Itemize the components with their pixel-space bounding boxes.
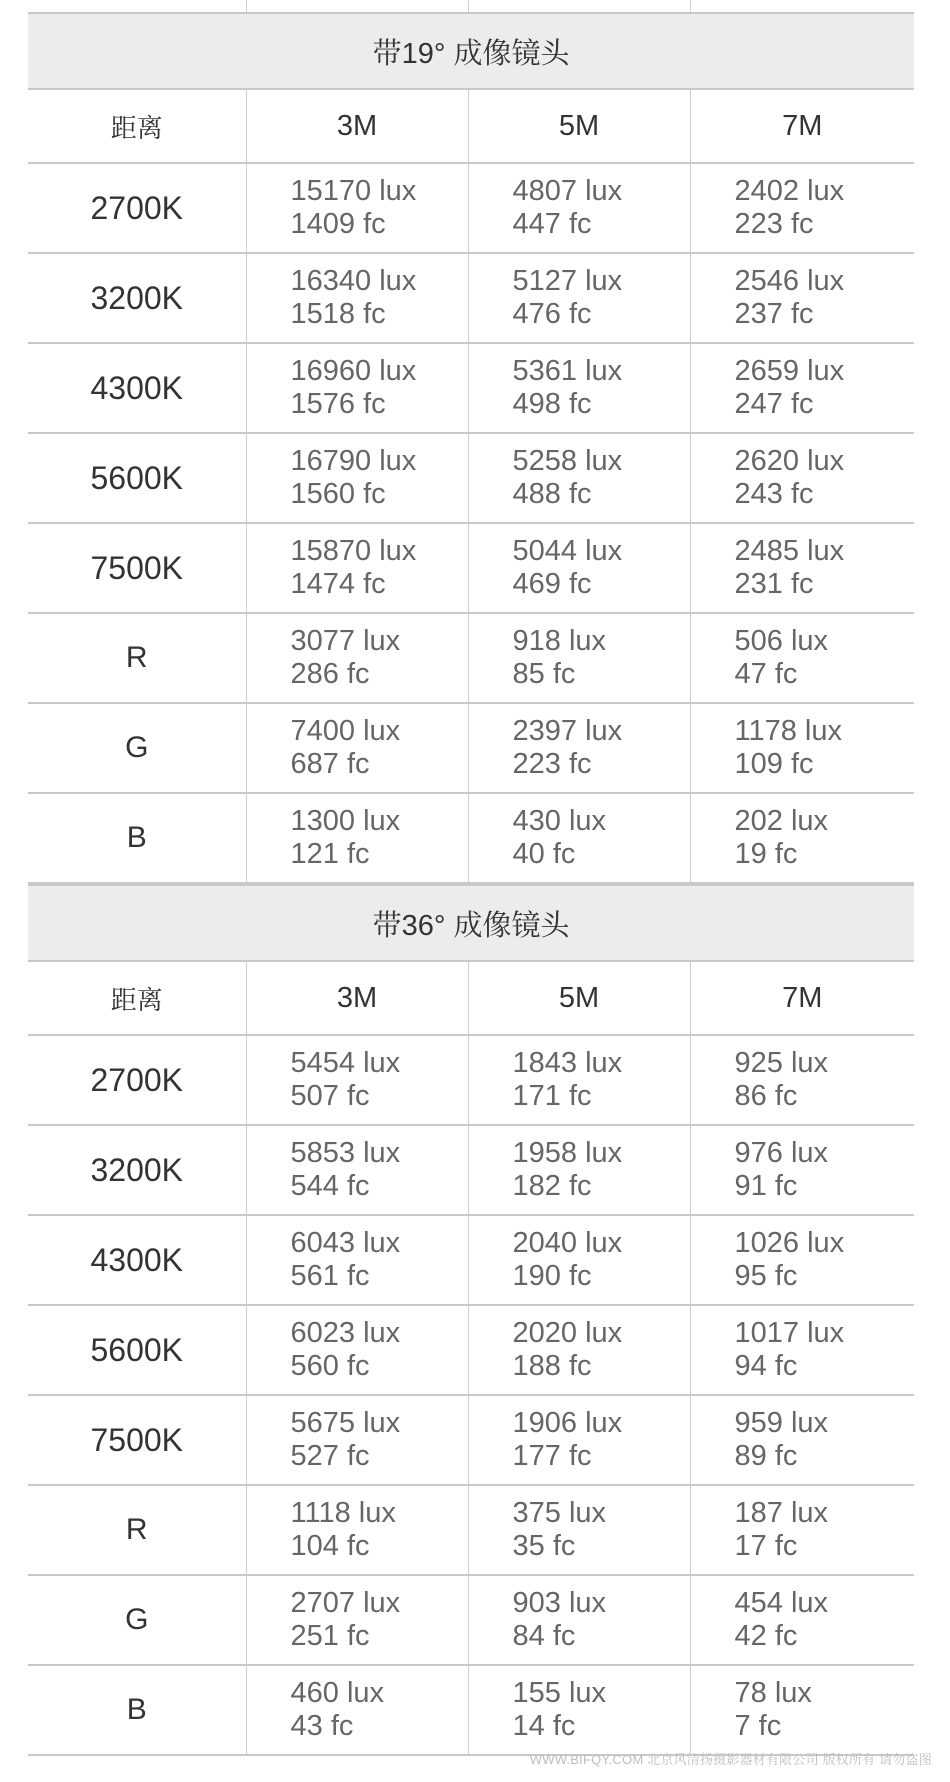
fc-value: 104 fc [290,1530,370,1562]
lux-value: 1026 lux [734,1227,845,1259]
lux-value: 1017 lux [734,1317,845,1349]
fc-value: 85 fc [512,658,576,690]
value-cell [246,1305,468,1395]
lux-value: 1178 lux [734,715,842,747]
fc-value: 687 fc [290,748,370,780]
fc-value: 109 fc [734,748,814,780]
lux-value: 5044 lux [512,535,623,567]
fc-value: 1576 fc [290,388,386,420]
column-header: 7M [690,961,914,1035]
row-label: 4300K [28,1215,246,1305]
lux-value: 7400 lux [290,715,401,747]
value-cell [246,1665,468,1755]
lux-value: 460 lux [290,1677,385,1709]
table-row [28,703,914,793]
table-row [28,1575,914,1665]
lux-value: 78 lux [734,1677,812,1709]
tables-container [28,12,914,1756]
fc-value: 188 fc [512,1350,592,1382]
column-header: 3M [246,89,468,163]
fc-value: 94 fc [734,1350,798,1382]
value-cell [690,1575,914,1665]
lux-value: 4807 lux [512,175,623,207]
row-label: 5600K [28,433,246,523]
fc-value: 488 fc [512,478,592,510]
column-header: 5M [468,89,690,163]
lux-value: 155 lux [512,1677,607,1709]
fc-value: 86 fc [734,1080,798,1112]
lux-value: 2485 lux [734,535,845,567]
table-row [28,523,914,613]
value-cell [468,1035,690,1125]
fc-value: 84 fc [512,1620,576,1652]
fc-value: 40 fc [512,838,576,870]
row-label: 5600K [28,1305,246,1395]
distance-header: 距离 [28,961,246,1035]
fc-value: 171 fc [512,1080,592,1112]
column-divider [246,0,247,12]
lux-value: 430 lux [512,805,607,837]
value-cell [690,523,914,613]
value-cell [468,1665,690,1755]
lux-value: 2397 lux [512,715,623,747]
lux-value: 187 lux [734,1497,829,1529]
column-divider [690,0,691,12]
lux-value: 6043 lux [290,1227,401,1259]
row-label: R [28,1485,246,1575]
lux-value: 1118 lux [290,1497,396,1529]
value-cell [246,163,468,253]
fc-value: 447 fc [512,208,592,240]
table-row [28,163,914,253]
lux-value: 1843 lux [512,1047,623,1079]
lux-value: 16960 lux [290,355,417,387]
value-cell [690,1125,914,1215]
distance-header: 距离 [28,89,246,163]
row-label: R [28,613,246,703]
row-label: 2700K [28,1035,246,1125]
lux-value: 5454 lux [290,1047,401,1079]
fc-value: 527 fc [290,1440,370,1472]
fc-value: 1518 fc [290,298,386,330]
table-row [28,1035,914,1125]
value-cell [690,1215,914,1305]
fc-value: 17 fc [734,1530,798,1562]
lux-value: 454 lux [734,1587,829,1619]
row-label: 3200K [28,253,246,343]
value-cell [690,1305,914,1395]
section-title-row [28,885,914,961]
table-row [28,1125,914,1215]
lux-value: 2707 lux [290,1587,401,1619]
fc-value: 1474 fc [290,568,386,600]
value-cell [468,163,690,253]
lux-value: 2020 lux [512,1317,623,1349]
fc-value: 7 fc [734,1710,782,1742]
value-cell [690,163,914,253]
lux-value: 903 lux [512,1587,607,1619]
lux-value: 2659 lux [734,355,845,387]
value-cell [468,1215,690,1305]
value-cell [468,1485,690,1575]
table-row [28,1395,914,1485]
fc-value: 47 fc [734,658,798,690]
fc-value: 507 fc [290,1080,370,1112]
fc-value: 231 fc [734,568,814,600]
table-row [28,1665,914,1755]
fc-value: 14 fc [512,1710,576,1742]
value-cell [246,523,468,613]
value-cell [690,613,914,703]
fc-value: 544 fc [290,1170,370,1202]
column-header: 5M [468,961,690,1035]
fc-value: 89 fc [734,1440,798,1472]
table-row [28,433,914,523]
value-cell [246,1215,468,1305]
row-label: 4300K [28,343,246,433]
value-cell [246,343,468,433]
row-label: B [28,793,246,883]
value-cell [690,793,914,883]
fc-value: 560 fc [290,1350,370,1382]
row-label: G [28,1575,246,1665]
value-cell [468,1125,690,1215]
fc-value: 91 fc [734,1170,798,1202]
value-cell [468,343,690,433]
lux-value: 3077 lux [290,625,401,657]
fc-value: 243 fc [734,478,814,510]
value-cell [468,523,690,613]
illuminance-table [28,884,914,1756]
table-row [28,253,914,343]
section-title: 带36° 成像镜头 [28,885,914,961]
lux-value: 375 lux [512,1497,607,1529]
fc-value: 190 fc [512,1260,592,1292]
fc-value: 182 fc [512,1170,592,1202]
value-cell [468,1575,690,1665]
table-row [28,1305,914,1395]
lux-value: 2620 lux [734,445,845,477]
fc-value: 286 fc [290,658,370,690]
illuminance-spec-sheet [28,0,914,1756]
row-label: 2700K [28,163,246,253]
value-cell [690,343,914,433]
section-title-row [28,13,914,89]
lux-value: 5675 lux [290,1407,401,1439]
value-cell [246,703,468,793]
table-row [28,1215,914,1305]
lux-value: 976 lux [734,1137,829,1169]
illuminance-table [28,12,914,884]
table-top-stub [28,0,914,12]
lux-value: 1300 lux [290,805,401,837]
lux-value: 2040 lux [512,1227,623,1259]
value-cell [468,1395,690,1485]
value-cell [246,1035,468,1125]
fc-value: 223 fc [512,748,592,780]
lux-value: 5361 lux [512,355,623,387]
value-cell [468,253,690,343]
fc-value: 223 fc [734,208,814,240]
table-row [28,613,914,703]
row-label: G [28,703,246,793]
fc-value: 43 fc [290,1710,354,1742]
fc-value: 35 fc [512,1530,576,1562]
value-cell [690,1665,914,1755]
value-cell [690,253,914,343]
lux-value: 1906 lux [512,1407,623,1439]
value-cell [690,1485,914,1575]
value-cell [246,1125,468,1215]
table-row [28,343,914,433]
lux-value: 6023 lux [290,1317,401,1349]
lux-value: 2546 lux [734,265,845,297]
fc-value: 247 fc [734,388,814,420]
value-cell [690,433,914,523]
lux-value: 15870 lux [290,535,417,567]
value-cell [246,1395,468,1485]
table-row [28,1485,914,1575]
fc-value: 237 fc [734,298,814,330]
value-cell [246,793,468,883]
row-label: 3200K [28,1125,246,1215]
lux-value: 5258 lux [512,445,623,477]
row-label: 7500K [28,523,246,613]
fc-value: 469 fc [512,568,592,600]
fc-value: 251 fc [290,1620,370,1652]
section-title: 带19° 成像镜头 [28,13,914,89]
lux-value: 5853 lux [290,1137,401,1169]
value-cell [468,793,690,883]
value-cell [468,1305,690,1395]
lux-value: 918 lux [512,625,607,657]
lux-value: 925 lux [734,1047,829,1079]
value-cell [246,253,468,343]
value-cell [468,613,690,703]
fc-value: 1409 fc [290,208,386,240]
table-row [28,793,914,883]
value-cell [468,703,690,793]
header-row [28,89,914,163]
lux-value: 202 lux [734,805,829,837]
lux-value: 5127 lux [512,265,623,297]
fc-value: 121 fc [290,838,370,870]
lux-value: 506 lux [734,625,829,657]
lux-value: 16790 lux [290,445,417,477]
value-cell [690,1035,914,1125]
lux-value: 16340 lux [290,265,417,297]
lux-value: 959 lux [734,1407,829,1439]
fc-value: 1560 fc [290,478,386,510]
header-row [28,961,914,1035]
value-cell [468,433,690,523]
value-cell [246,1485,468,1575]
fc-value: 177 fc [512,1440,592,1472]
value-cell [690,703,914,793]
row-label: B [28,1665,246,1755]
column-header: 3M [246,961,468,1035]
fc-value: 498 fc [512,388,592,420]
lux-value: 1958 lux [512,1137,623,1169]
fc-value: 561 fc [290,1260,370,1292]
lux-value: 15170 lux [290,175,417,207]
column-header: 7M [690,89,914,163]
watermark: WWW.BIFQY.COM 北京风清扬摄影器材有限公司 版权所有 请勿盗图 [529,1752,932,1767]
value-cell [246,1575,468,1665]
value-cell [246,433,468,523]
lux-value: 2402 lux [734,175,845,207]
value-cell [690,1395,914,1485]
value-cell [246,613,468,703]
row-label: 7500K [28,1395,246,1485]
fc-value: 95 fc [734,1260,798,1292]
fc-value: 19 fc [734,838,798,870]
fc-value: 42 fc [734,1620,798,1652]
fc-value: 476 fc [512,298,592,330]
column-divider [468,0,469,12]
